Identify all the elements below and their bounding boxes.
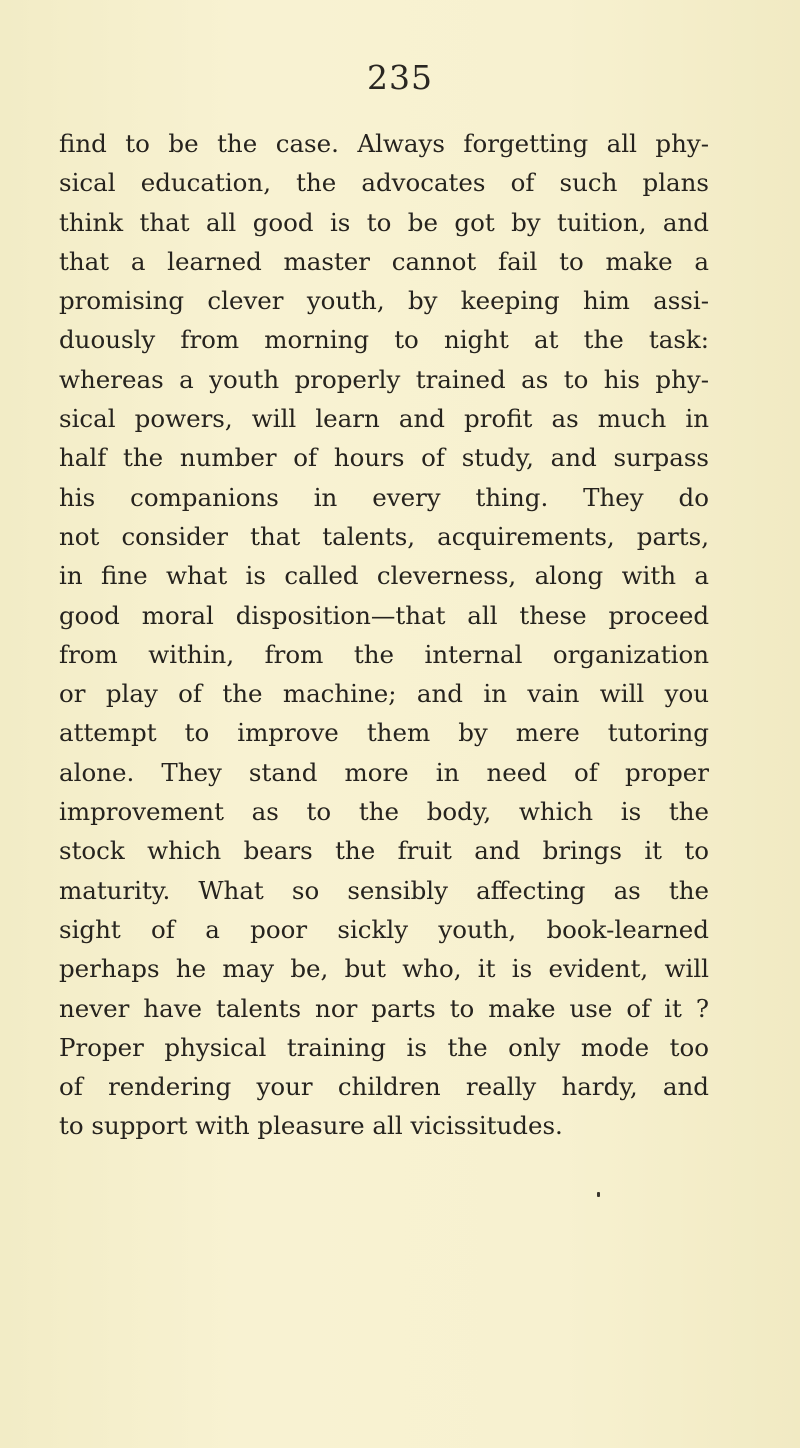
text-line: attempt to improve them by mere tutoring xyxy=(59,718,709,748)
text-line: think that all good is to be got by tuition, and xyxy=(59,207,709,237)
text-line: that a learned master cannot fail to make a xyxy=(59,246,709,276)
text-line: not consider that talents, acquirements, parts, xyxy=(59,521,709,551)
text-line: improvement as to the body, which is the xyxy=(59,797,709,827)
page-number: 235 xyxy=(367,58,433,97)
text-line: find to be the case. Always forgetting all phy- xyxy=(59,129,709,158)
body-text xyxy=(59,124,709,1146)
text-line: sical powers, will learn and profit as much in xyxy=(59,404,709,434)
text-line: duously from morning to night at the task: xyxy=(59,325,709,355)
text-line: maturity. What so sensibly affecting as the xyxy=(59,875,709,905)
text-line: never have talents nor parts to make use of it ? xyxy=(59,993,709,1023)
text-line: from within, from the internal organization xyxy=(59,639,709,669)
text-line: whereas a youth properly trained as to his phy- xyxy=(59,364,709,394)
text-line: stock which bears the fruit and brings it to xyxy=(59,836,709,866)
text-line: of rendering your children really hardy, and xyxy=(59,1072,709,1102)
text-line: half the number of hours of study, and surpass xyxy=(59,443,709,473)
text-line: sight of a poor sickly youth, book-learned xyxy=(59,914,709,944)
text-line: to support with pleasure all vicissitudes. xyxy=(59,1111,563,1141)
text-line: in fine what is called cleverness, along with a xyxy=(59,561,709,591)
text-line: his companions in every thing. They do xyxy=(59,482,709,512)
text-line: Proper physical training is the only mode too xyxy=(59,1032,709,1062)
text-line: alone. They stand more in need of proper xyxy=(59,757,709,787)
ink-speck xyxy=(597,1192,600,1197)
text-line: good moral disposition—that all these proceed xyxy=(59,600,709,630)
text-line: promising clever youth, by keeping him assi- xyxy=(59,286,709,316)
text-line: sical education, the advocates of such plans xyxy=(59,168,709,198)
text-line: perhaps he may be, but who, it is evident, will xyxy=(59,954,709,984)
text-line: or play of the machine; and in vain will you xyxy=(59,679,709,709)
